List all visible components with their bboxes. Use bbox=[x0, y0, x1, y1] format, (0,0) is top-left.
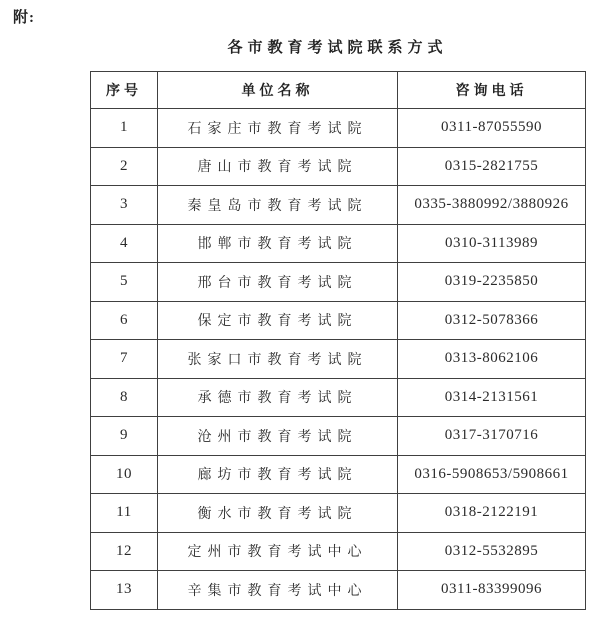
cell-no: 4 bbox=[91, 224, 158, 263]
cell-phone: 0335-3880992/3880926 bbox=[398, 186, 586, 225]
header-row bbox=[91, 72, 586, 109]
cell-no: 8 bbox=[91, 378, 158, 417]
cell-phone: 0312-5532895 bbox=[398, 532, 586, 571]
cell-phone: 0314-2131561 bbox=[398, 378, 586, 417]
cell-name: 张家口市教育考试院 bbox=[158, 340, 398, 379]
table-row bbox=[91, 224, 586, 263]
cell-phone: 0318-2122191 bbox=[398, 494, 586, 533]
cell-name: 邢台市教育考试院 bbox=[158, 263, 398, 302]
cell-no: 12 bbox=[91, 532, 158, 571]
cell-name: 石家庄市教育考试院 bbox=[158, 109, 398, 148]
cell-no: 9 bbox=[91, 417, 158, 456]
cell-phone: 0312-5078366 bbox=[398, 301, 586, 340]
table-row bbox=[91, 417, 586, 456]
cell-name: 衡水市教育考试院 bbox=[158, 494, 398, 533]
table-row bbox=[91, 147, 586, 186]
column-header-no: 序号 bbox=[91, 72, 158, 109]
table-area bbox=[90, 36, 585, 610]
cell-no: 11 bbox=[91, 494, 158, 533]
table-title: 各市教育考试院联系方式 bbox=[227, 40, 448, 56]
cell-phone: 0311-83399096 bbox=[398, 571, 586, 610]
attachment-label: 附: bbox=[13, 10, 35, 26]
column-header-name: 单位名称 bbox=[158, 72, 398, 109]
column-header-phone: 咨询电话 bbox=[398, 72, 586, 109]
cell-no: 2 bbox=[91, 147, 158, 186]
cell-no: 10 bbox=[91, 455, 158, 494]
cell-no: 1 bbox=[91, 109, 158, 148]
cell-name: 秦皇岛市教育考试院 bbox=[158, 186, 398, 225]
table-row bbox=[91, 455, 586, 494]
cell-phone: 0316-5908653/5908661 bbox=[398, 455, 586, 494]
cell-no: 7 bbox=[91, 340, 158, 379]
table-row bbox=[91, 186, 586, 225]
table-row bbox=[91, 301, 586, 340]
cell-name: 廊坊市教育考试院 bbox=[158, 455, 398, 494]
table-row bbox=[91, 532, 586, 571]
table-row bbox=[91, 378, 586, 417]
cell-phone: 0310-3113989 bbox=[398, 224, 586, 263]
cell-name: 沧州市教育考试院 bbox=[158, 417, 398, 456]
cell-no: 13 bbox=[91, 571, 158, 610]
table-row bbox=[91, 263, 586, 302]
cell-phone: 0319-2235850 bbox=[398, 263, 586, 302]
cell-name: 邯郸市教育考试院 bbox=[158, 224, 398, 263]
cell-phone: 0315-2821755 bbox=[398, 147, 586, 186]
cell-no: 6 bbox=[91, 301, 158, 340]
cell-phone: 0311-87055590 bbox=[398, 109, 586, 148]
cell-phone: 0313-8062106 bbox=[398, 340, 586, 379]
cell-phone: 0317-3170716 bbox=[398, 417, 586, 456]
table-row bbox=[91, 571, 586, 610]
table-row bbox=[91, 340, 586, 379]
cell-name: 承德市教育考试院 bbox=[158, 378, 398, 417]
table-row bbox=[91, 494, 586, 533]
cell-name: 唐山市教育考试院 bbox=[158, 147, 398, 186]
cell-name: 定州市教育考试中心 bbox=[158, 532, 398, 571]
cell-name: 辛集市教育考试中心 bbox=[158, 571, 398, 610]
cell-no: 3 bbox=[91, 186, 158, 225]
cell-name: 保定市教育考试院 bbox=[158, 301, 398, 340]
table-row bbox=[91, 109, 586, 148]
contact-table bbox=[90, 71, 586, 610]
cell-no: 5 bbox=[91, 263, 158, 302]
